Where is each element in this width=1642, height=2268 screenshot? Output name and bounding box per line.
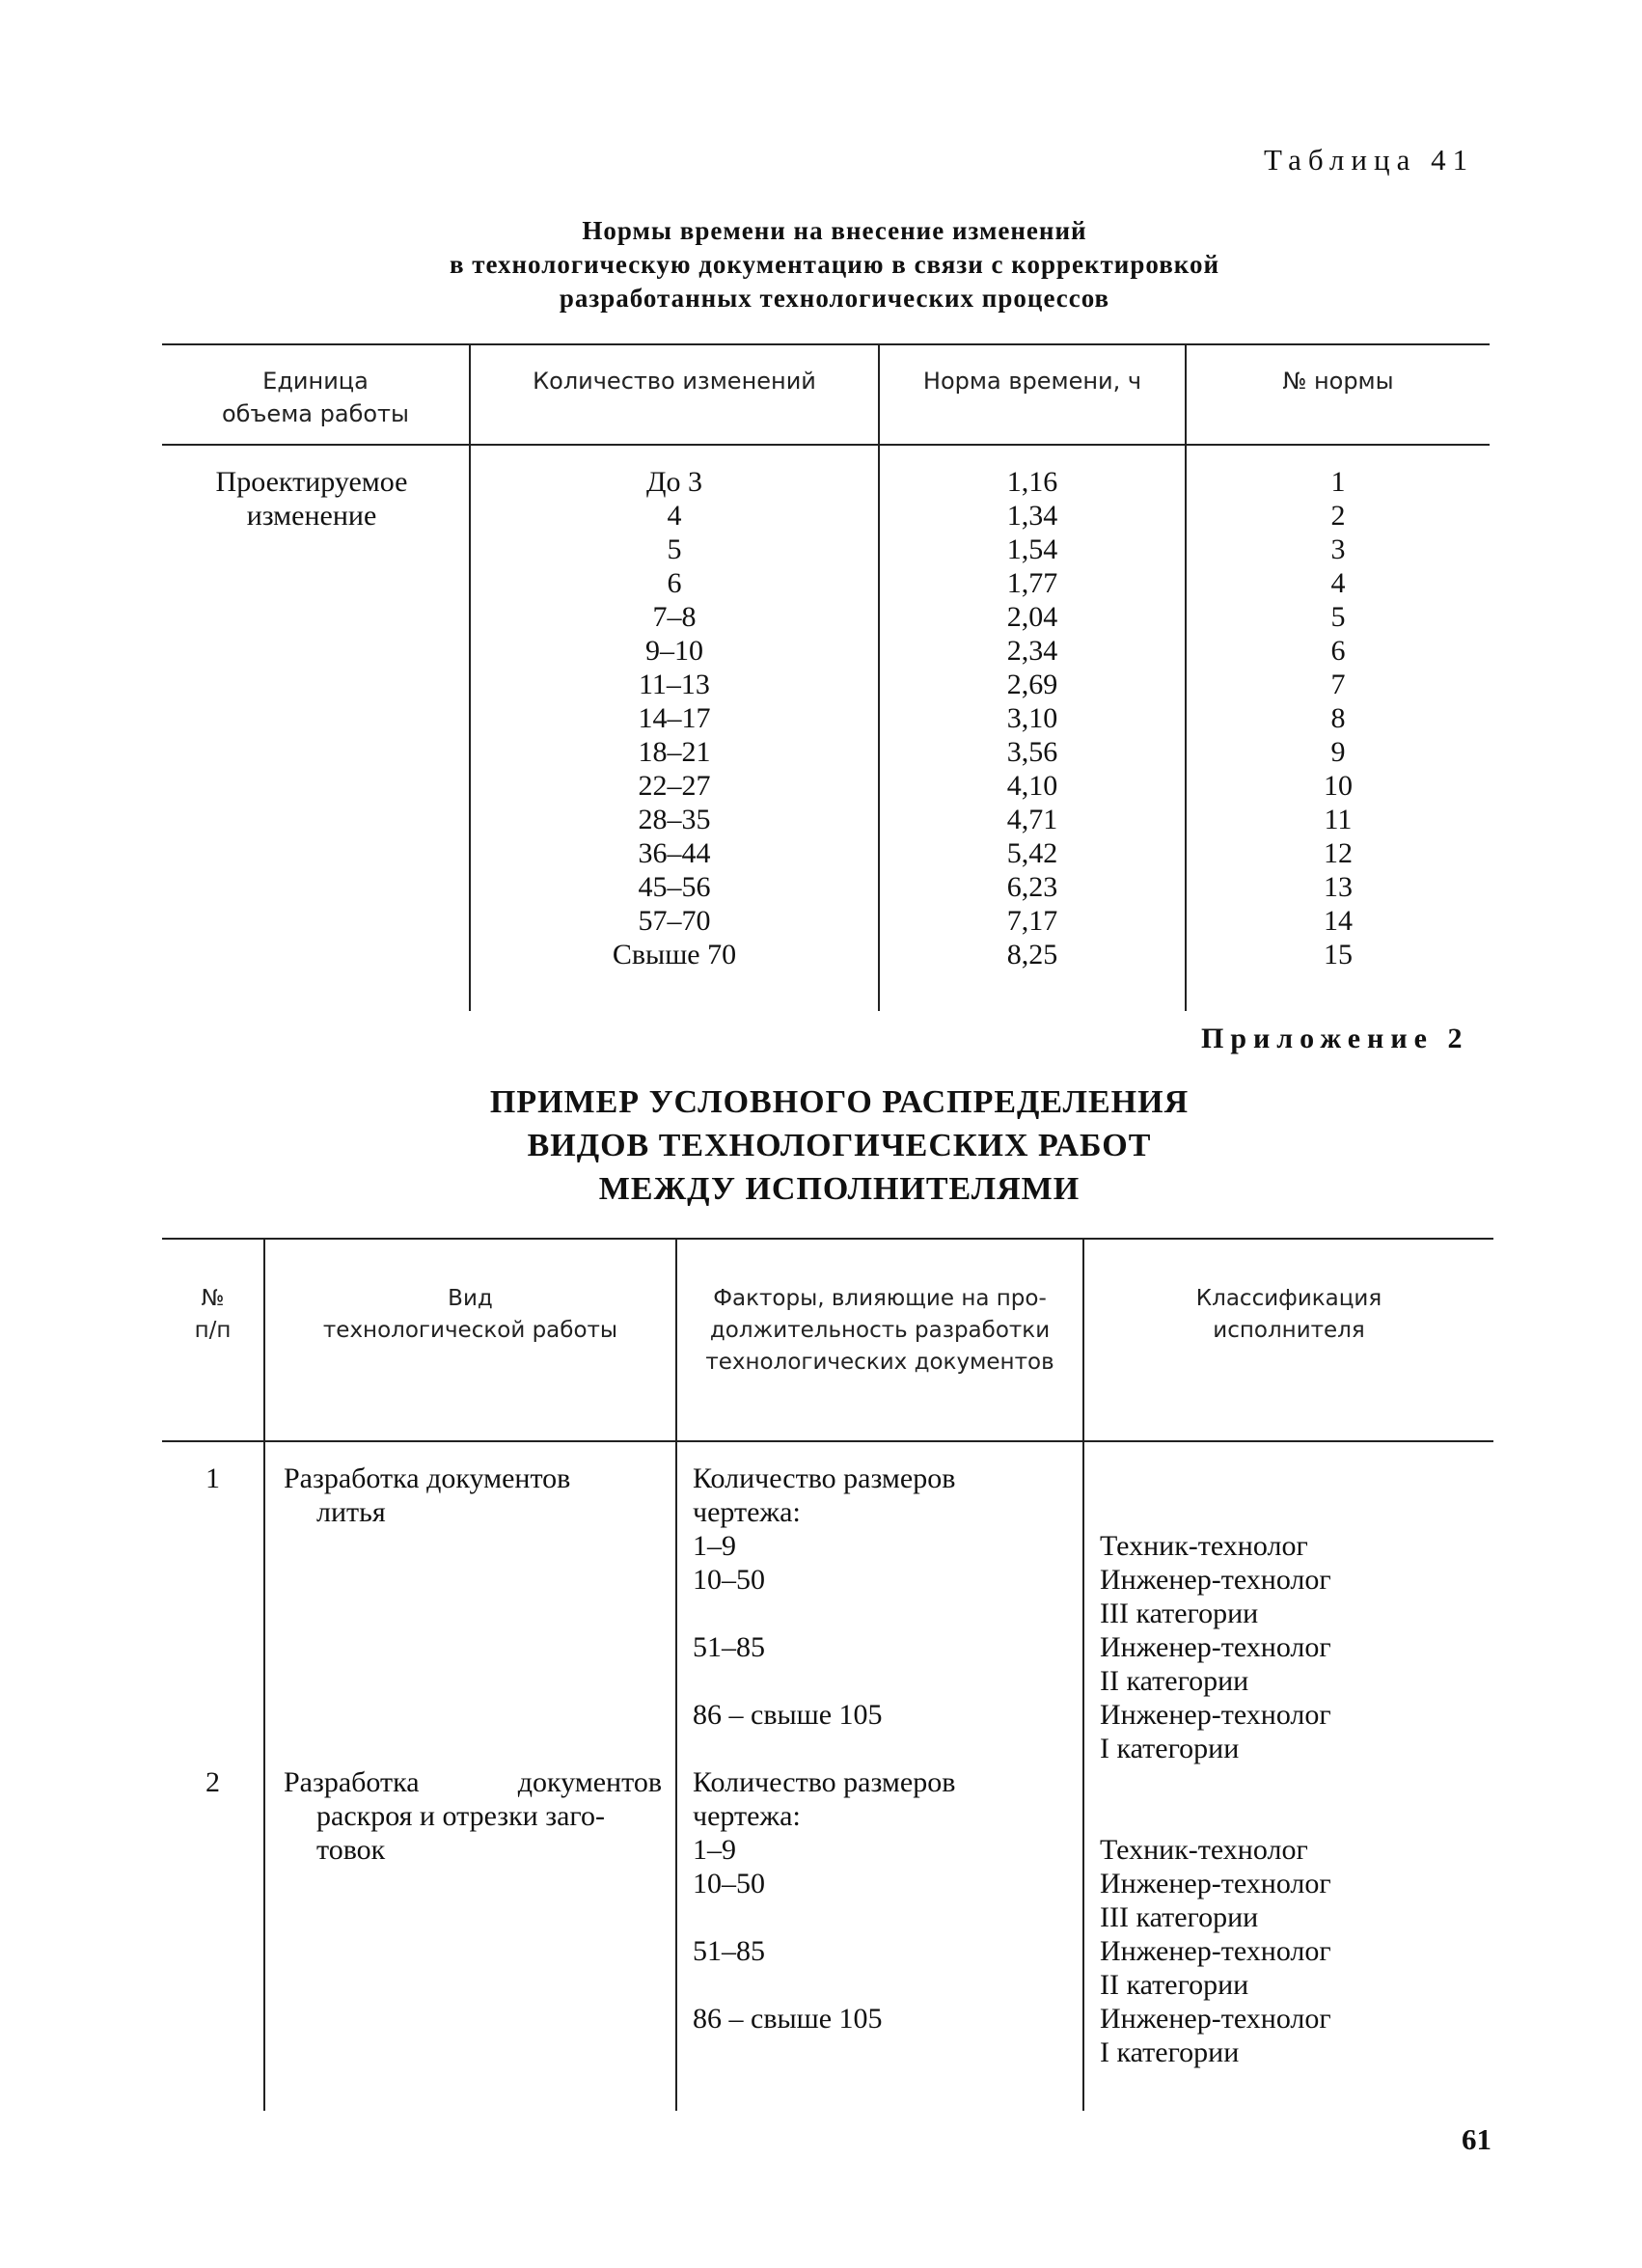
- count-cell: 4: [667, 500, 682, 532]
- factors-cell: [693, 1765, 1079, 2036]
- factor-value: 51–85: [693, 1935, 765, 1967]
- table-rule-top: [162, 1238, 1493, 1240]
- number-cell: 6: [1330, 635, 1346, 667]
- norm-cell: 2,04: [1006, 601, 1058, 633]
- number-cell: 2: [1330, 500, 1346, 532]
- table-column-rule: [1082, 1238, 1084, 2111]
- count-cell: До 3: [646, 466, 702, 498]
- classification-line: III категории: [1100, 1598, 1259, 1629]
- unit-line: Проектируемое: [215, 466, 408, 498]
- appendix-label: Приложение 2: [1201, 1023, 1469, 1054]
- header-line: Факторы, влияющие на про-: [713, 1286, 1047, 1311]
- page-number: 61: [1462, 2122, 1491, 2156]
- work-type-cell: [284, 1462, 670, 1529]
- count-cell: 36–44: [638, 837, 711, 869]
- number-column: [1187, 465, 1490, 971]
- factor-line: Количество размеров: [693, 1766, 956, 1798]
- count-cell: 57–70: [638, 905, 711, 937]
- header-number: № нормы: [1282, 368, 1394, 395]
- number-cell: 7: [1330, 669, 1346, 700]
- classification-line: Инженер-технолог: [1100, 1564, 1331, 1596]
- count-column: [471, 465, 878, 971]
- factor-value: 86 – свыше 105: [693, 1699, 883, 1731]
- count-cell: 45–56: [638, 871, 711, 903]
- classification-line: II категории: [1100, 1665, 1249, 1697]
- number-cell: 12: [1324, 837, 1353, 869]
- count-cell: 22–27: [638, 770, 711, 802]
- table-rule-top: [162, 343, 1490, 345]
- count-cell: 11–13: [639, 669, 710, 700]
- factor-line: Количество размеров: [693, 1462, 956, 1494]
- header-unit-line: Единица: [262, 368, 369, 395]
- count-cell: 6: [667, 567, 682, 599]
- classification-line: III категории: [1100, 1901, 1259, 1933]
- header-line: технологических документов: [705, 1350, 1054, 1375]
- norm-cell: 4,71: [1006, 804, 1058, 835]
- classification-line: Техник-технолог: [1100, 1834, 1308, 1866]
- norm-cell: 5,42: [1006, 837, 1058, 869]
- work-type-line: раскроя и отрезки заго-: [316, 1800, 605, 1832]
- classification-line: Инженер-технолог: [1100, 2003, 1331, 2035]
- header-line: исполнителя: [1213, 1318, 1365, 1343]
- row-number: 2: [205, 1766, 220, 1798]
- norm-cell: 7,17: [1006, 905, 1058, 937]
- classification-line: Техник-технолог: [1100, 1530, 1308, 1562]
- factor-value: 10–50: [693, 1868, 765, 1899]
- norm-cell: 2,69: [1006, 669, 1058, 700]
- work-type-line: товок: [316, 1834, 386, 1866]
- factor-line: чертежа:: [693, 1800, 801, 1832]
- header-classification: [1084, 1283, 1493, 1347]
- unit-line: изменение: [246, 500, 377, 532]
- table-title: [289, 214, 1380, 315]
- number-cell: 14: [1324, 905, 1353, 937]
- factor-value: 1–9: [693, 1530, 736, 1562]
- appendix-title-line: МЕЖДУ ИСПОЛНИТЕЛЯМИ: [598, 1171, 1081, 1207]
- header-number: [162, 1283, 263, 1347]
- table-title-line: в технологическую документацию в связи с корректировкой: [449, 250, 1220, 279]
- count-cell: 7–8: [652, 601, 697, 633]
- norm-column: [880, 465, 1185, 971]
- norm-cell: 1,77: [1006, 567, 1058, 599]
- norm-cell: 8,25: [1006, 939, 1058, 970]
- number-cell: 8: [1330, 702, 1346, 734]
- header-unit-line: объема работы: [221, 400, 409, 427]
- table-title-line: Нормы времени на внесение изменений: [582, 216, 1087, 245]
- table-title-line: разработанных технологических процессов: [559, 284, 1110, 313]
- norm-cell: 1,34: [1006, 500, 1058, 532]
- count-cell: 18–21: [638, 736, 711, 768]
- number-cell: 5: [1330, 601, 1346, 633]
- work-type-line: Разработка документов: [284, 1766, 662, 1798]
- count-cell: Свыше 70: [612, 939, 737, 970]
- number-cell: 15: [1324, 939, 1353, 970]
- norm-cell: 1,16: [1006, 466, 1058, 498]
- unit-cell: [154, 465, 469, 533]
- header-line: технологической работы: [322, 1318, 618, 1343]
- number-cell: 1: [1330, 466, 1346, 498]
- table-label: Таблица 41: [1264, 143, 1475, 177]
- factor-line: чертежа:: [693, 1496, 801, 1528]
- appendix-title: [318, 1080, 1360, 1211]
- appendix-title-line: ПРИМЕР УСЛОВНОГО РАСПРЕДЕЛЕНИЯ: [489, 1084, 1190, 1120]
- header-unit: [162, 365, 469, 430]
- header-line: п/п: [194, 1318, 232, 1343]
- norm-cell: 3,10: [1006, 702, 1058, 734]
- classification-cell: [1100, 1462, 1486, 1765]
- count-cell: 28–35: [638, 804, 711, 835]
- classification-line: I категории: [1100, 1733, 1240, 1764]
- table-rule-header: [162, 444, 1490, 446]
- number-cell: 10: [1324, 770, 1353, 802]
- work-type-line: литья: [316, 1496, 386, 1528]
- count-cell: 9–10: [645, 635, 703, 667]
- classification-line: Инженер-технолог: [1100, 1699, 1331, 1731]
- norm-cell: 4,10: [1006, 770, 1058, 802]
- norm-cell: 6,23: [1006, 871, 1058, 903]
- factor-value: 1–9: [693, 1834, 736, 1866]
- header-norm: Норма времени, ч: [922, 368, 1142, 395]
- number-cell: 4: [1330, 567, 1346, 599]
- header-count: Количество изменений: [533, 368, 816, 395]
- classification-line: Инженер-технолог: [1100, 1631, 1331, 1663]
- norm-cell: 1,54: [1006, 533, 1058, 565]
- classification-line: Инженер-технолог: [1100, 1868, 1331, 1899]
- classification-line: Инженер-технолог: [1100, 1935, 1331, 1967]
- header-line: должительность разработки: [709, 1318, 1051, 1343]
- number-cell: 11: [1324, 804, 1353, 835]
- norm-cell: 2,34: [1006, 635, 1058, 667]
- number-cell: 9: [1330, 736, 1346, 768]
- classification-line: I категории: [1100, 2036, 1240, 2068]
- header-line: №: [201, 1286, 225, 1311]
- header-factors: [677, 1283, 1082, 1379]
- factor-value: 10–50: [693, 1564, 765, 1596]
- number-cell: 13: [1324, 871, 1353, 903]
- header-line: Вид: [448, 1286, 493, 1311]
- work-type-line: Разработка документов: [284, 1462, 571, 1494]
- header-line: Классификация: [1195, 1286, 1382, 1311]
- table-column-rule: [263, 1238, 265, 2111]
- row-number: 1: [205, 1462, 220, 1494]
- classification-line: II категории: [1100, 1969, 1249, 2001]
- number-cell: 3: [1330, 533, 1346, 565]
- count-cell: 14–17: [638, 702, 711, 734]
- work-type-cell: [284, 1765, 662, 1867]
- factor-value: 51–85: [693, 1631, 765, 1663]
- table-rule-header: [162, 1440, 1493, 1442]
- factors-cell: [693, 1462, 1079, 1732]
- classification-cell: [1100, 1765, 1486, 2069]
- header-work-type: [265, 1283, 675, 1347]
- factor-value: 86 – свыше 105: [693, 2003, 883, 2035]
- count-cell: 5: [667, 533, 682, 565]
- appendix-title-line: ВИДОВ ТЕХНОЛОГИЧЕСКИХ РАБОТ: [527, 1128, 1152, 1163]
- norm-cell: 3,56: [1006, 736, 1058, 768]
